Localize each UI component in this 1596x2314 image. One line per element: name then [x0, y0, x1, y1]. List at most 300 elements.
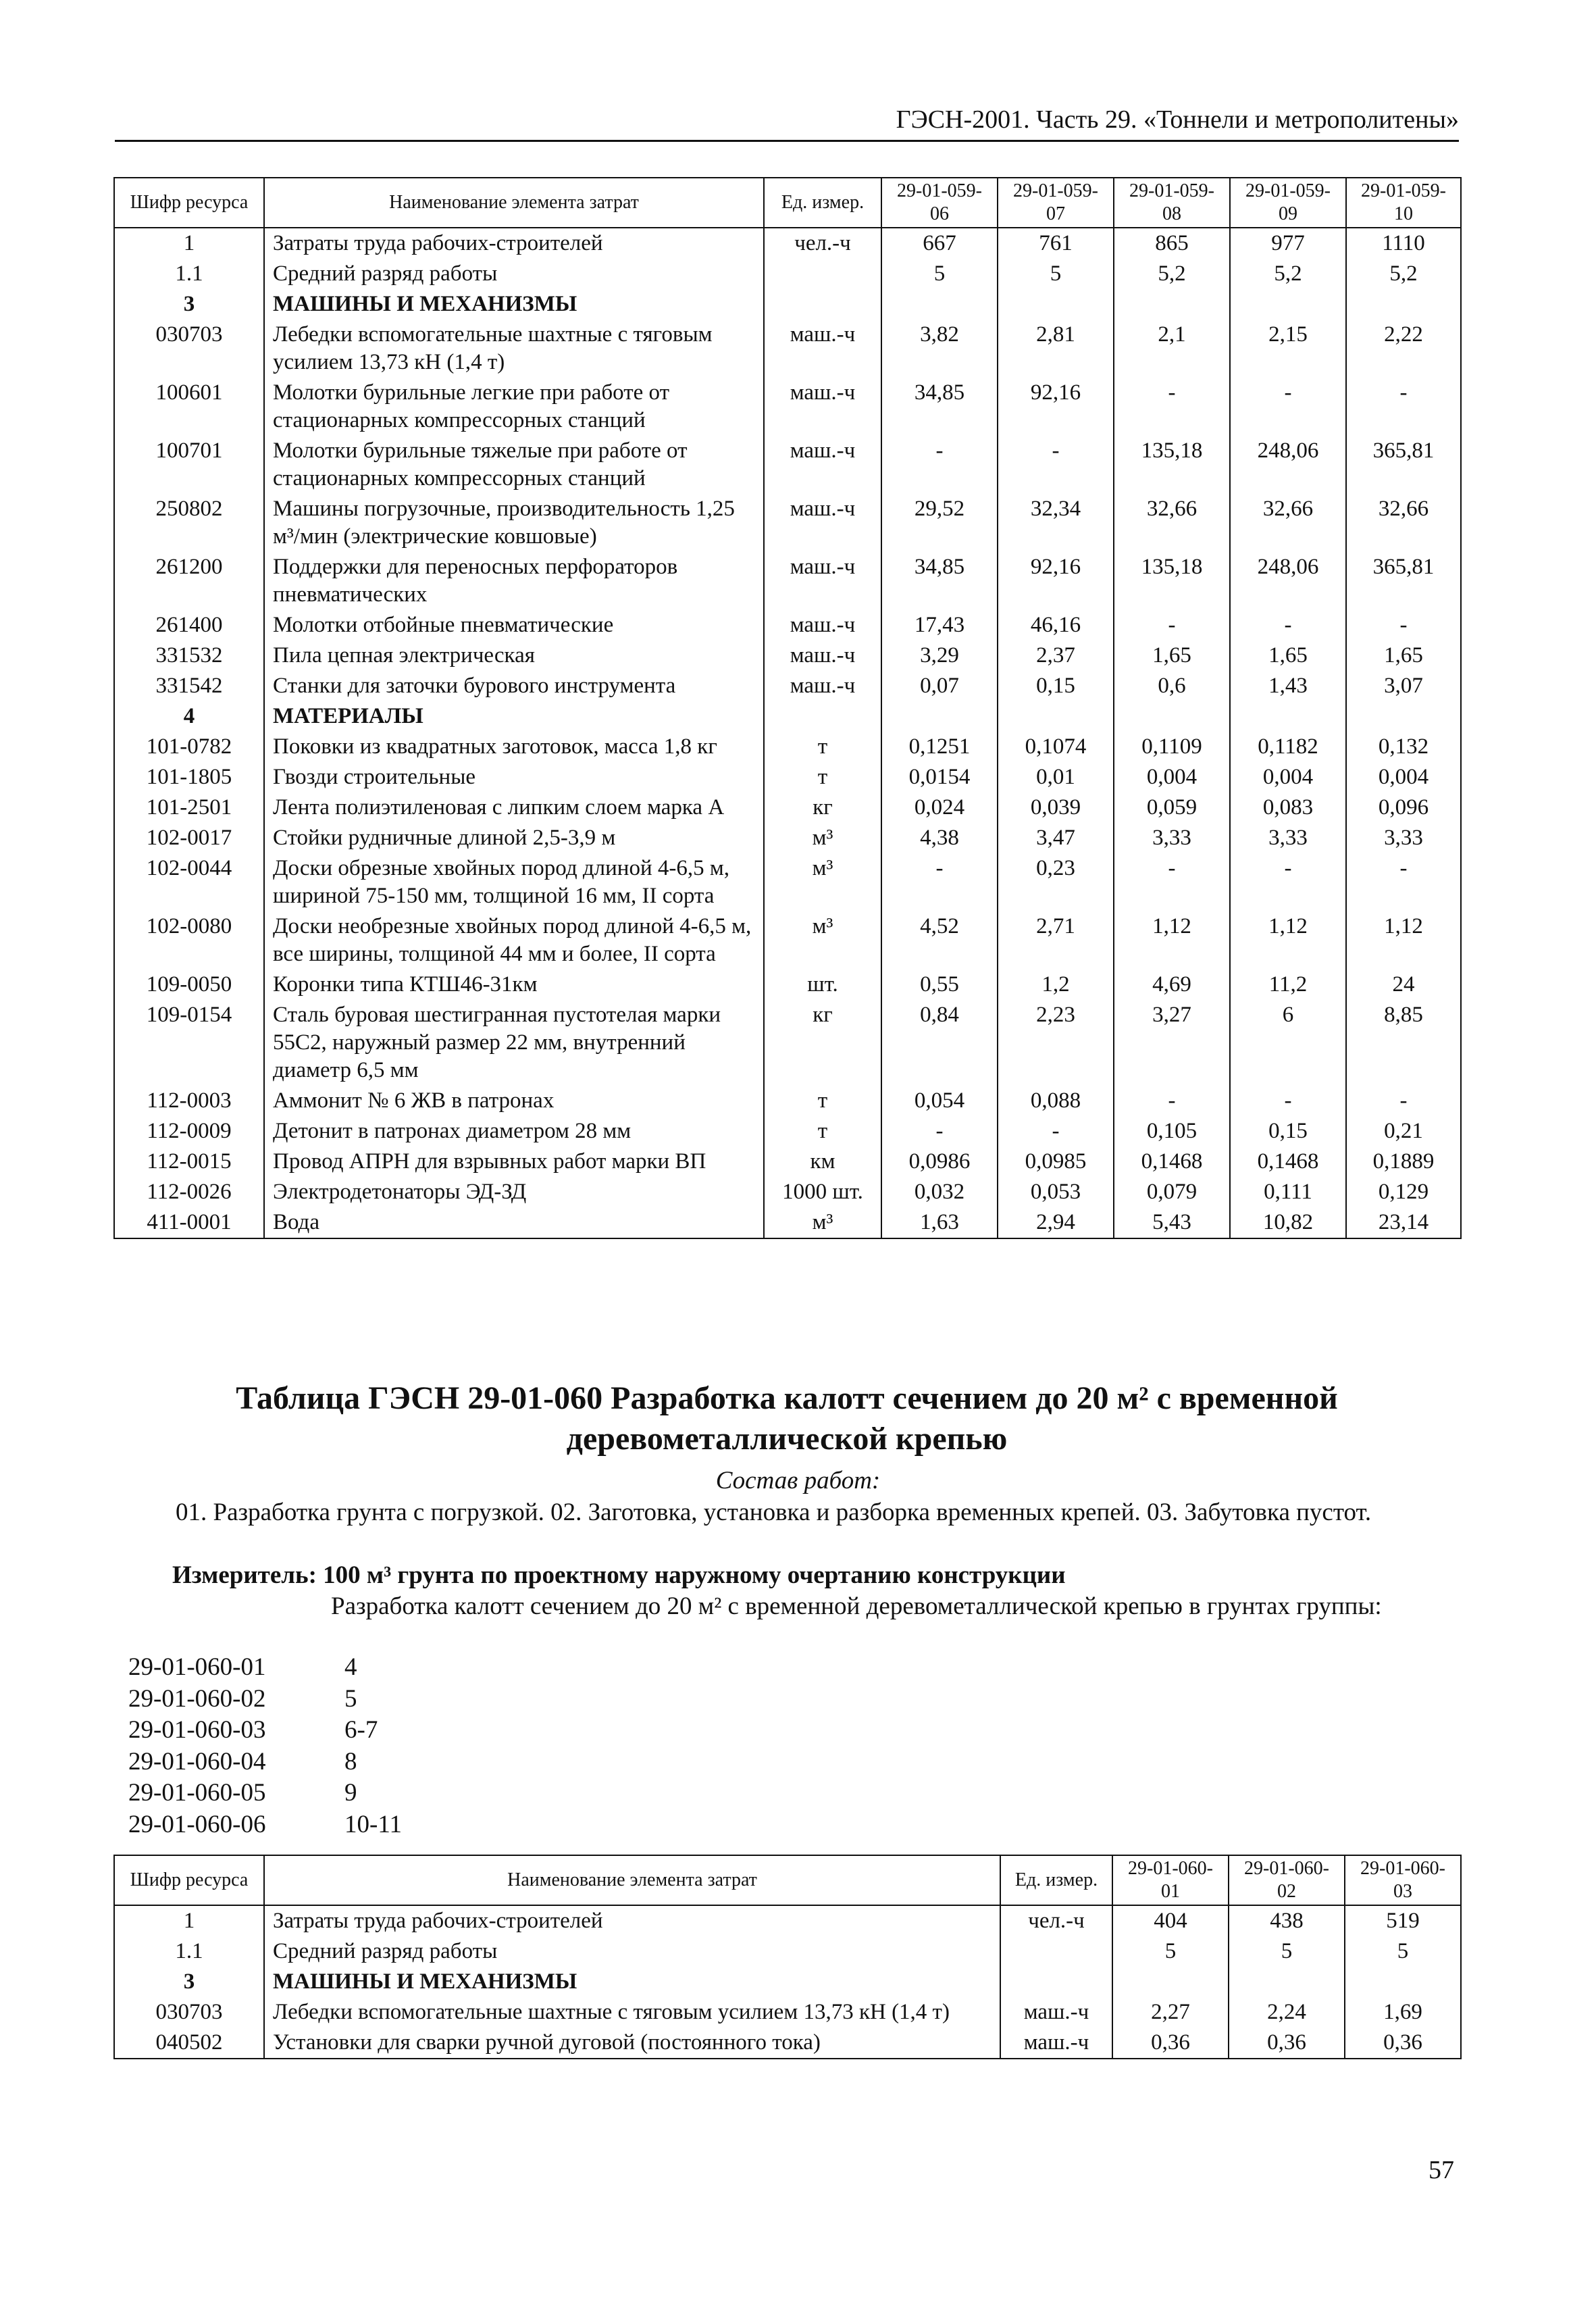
value-cell — [1229, 1967, 1345, 1997]
value-cell: 4,38 — [881, 823, 998, 853]
value-cell: 46,16 — [998, 610, 1114, 640]
resource-code-cell: 331542 — [114, 671, 264, 701]
resource-name-cell: Провод АПРН для взрывных работ марки ВП — [264, 1147, 764, 1177]
value-cell: 0,0154 — [881, 762, 998, 793]
unit-cell: маш.-ч — [764, 610, 881, 640]
variant-code: 29-01-060-03 — [128, 1716, 266, 1744]
unit-cell — [1000, 1936, 1112, 1967]
value-cell: 365,81 — [1346, 552, 1461, 610]
variant-item — [128, 1715, 402, 1746]
value-cell: 1,69 — [1345, 1997, 1461, 2028]
resource-table-059 — [113, 177, 1462, 1239]
value-cell: 0,1251 — [881, 732, 998, 762]
value-cell: - — [1346, 1086, 1461, 1116]
value-cell: 0,1074 — [998, 732, 1114, 762]
value-cell: 2,24 — [1229, 1997, 1345, 2028]
resource-code-cell: 100701 — [114, 436, 264, 494]
resource-code-cell: 1.1 — [114, 259, 264, 289]
unit-cell: т — [764, 762, 881, 793]
resource-code-cell: 1 — [114, 1905, 264, 1936]
value-cell: 0,1182 — [1230, 732, 1346, 762]
resource-code-cell: 112-0015 — [114, 1147, 264, 1177]
value-cell: 32,66 — [1230, 494, 1346, 552]
resource-code-cell: 101-0782 — [114, 732, 264, 762]
value-cell: 34,85 — [881, 552, 998, 610]
header-col: 29-01-059-09 — [1230, 178, 1346, 228]
value-cell: 8,85 — [1346, 1000, 1461, 1086]
value-cell: 3,33 — [1230, 823, 1346, 853]
value-cell: 2,15 — [1230, 320, 1346, 378]
composition-text: 01. Разработка грунта с погрузкой. 02. Заготовка, установка и разборка временных крепей. 03. Забутовка пустот. — [176, 1499, 1372, 1526]
value-cell: 3,33 — [1346, 823, 1461, 853]
table-row — [114, 1000, 1461, 1086]
value-cell: 23,14 — [1346, 1207, 1461, 1238]
value-cell: 1,63 — [881, 1207, 998, 1238]
resource-name-cell: Установки для сварки ручной дуговой (постоянного тока) — [264, 2028, 1000, 2059]
value-cell: 0,088 — [998, 1086, 1114, 1116]
value-cell: 1,2 — [998, 970, 1114, 1000]
value-cell: 5 — [1229, 1936, 1345, 1967]
value-cell: - — [881, 436, 998, 494]
unit-cell: м³ — [764, 1207, 881, 1238]
value-cell: 0,84 — [881, 1000, 998, 1086]
value-cell: - — [1346, 610, 1461, 640]
value-cell: - — [1230, 378, 1346, 436]
value-cell: 0,1468 — [1230, 1147, 1346, 1177]
value-cell: 0,053 — [998, 1177, 1114, 1207]
resource-code-cell: 102-0080 — [114, 911, 264, 970]
value-cell: 0,079 — [1114, 1177, 1230, 1207]
table-row — [114, 2028, 1461, 2059]
resource-code-cell: 331532 — [114, 640, 264, 671]
resource-code-cell: 102-0017 — [114, 823, 264, 853]
resource-code-cell: 3 — [114, 289, 264, 320]
unit-cell: маш.-ч — [1000, 2028, 1112, 2059]
value-cell — [1345, 1967, 1461, 1997]
resource-name-cell: Затраты труда рабочих-строителей — [264, 228, 764, 259]
value-cell: 0,105 — [1114, 1116, 1230, 1147]
resource-name-cell: Доски обрезные хвойных пород длиной 4-6,5 м, шириной 75-150 мм, толщиной 16 мм, II сорта — [264, 853, 764, 911]
value-cell: - — [1114, 1086, 1230, 1116]
value-cell: 32,66 — [1114, 494, 1230, 552]
table-row — [114, 378, 1461, 436]
variant-code: 29-01-060-04 — [128, 1747, 266, 1776]
resource-name-cell: Пила цепная электрическая — [264, 640, 764, 671]
value-cell: 0,01 — [998, 762, 1114, 793]
resource-code-cell: 100601 — [114, 378, 264, 436]
value-cell: 5 — [881, 259, 998, 289]
value-cell: 761 — [998, 228, 1114, 259]
measure-unit: Измеритель: 100 м³ грунта по проектному наружному очертанию конструкции — [172, 1561, 1066, 1589]
table-title — [115, 1378, 1459, 1459]
table-row — [114, 494, 1461, 552]
unit-cell — [764, 289, 881, 320]
value-cell: - — [881, 853, 998, 911]
resource-name-cell: МАШИНЫ И МЕХАНИЗМЫ — [264, 289, 764, 320]
variant-item — [128, 1684, 402, 1715]
value-cell: 0,15 — [998, 671, 1114, 701]
unit-cell — [764, 701, 881, 732]
value-cell: 0,1468 — [1114, 1147, 1230, 1177]
value-cell: - — [1230, 610, 1346, 640]
header-name: Наименование элемента затрат — [264, 178, 764, 228]
unit-cell: т — [764, 1116, 881, 1147]
value-cell: 2,37 — [998, 640, 1114, 671]
value-cell: - — [881, 1116, 998, 1147]
value-cell: 0,083 — [1230, 793, 1346, 823]
variant-code: 29-01-060-05 — [128, 1779, 266, 1807]
composition-label: Состав работ: — [715, 1467, 881, 1494]
resource-name-cell: Стойки рудничные длиной 2,5-3,9 м — [264, 823, 764, 853]
value-cell: 0,07 — [881, 671, 998, 701]
table-row — [114, 1086, 1461, 1116]
value-cell: 0,004 — [1346, 762, 1461, 793]
table-row — [114, 552, 1461, 610]
variant-code: 29-01-060-02 — [128, 1684, 266, 1713]
unit-cell: м³ — [764, 823, 881, 853]
table-row — [114, 320, 1461, 378]
value-cell: 865 — [1114, 228, 1230, 259]
value-cell: 1,12 — [1114, 911, 1230, 970]
value-cell: 3,33 — [1114, 823, 1230, 853]
variant-group: 8 — [344, 1747, 357, 1776]
table-row — [114, 436, 1461, 494]
value-cell: 5 — [1345, 1936, 1461, 1967]
value-cell: 1,12 — [1346, 911, 1461, 970]
resource-name-cell: Лебедки вспомогательные шахтные с тяговым усилием 13,73 кН (1,4 т) — [264, 1997, 1000, 2028]
value-cell: - — [998, 436, 1114, 494]
value-cell: 0,15 — [1230, 1116, 1346, 1147]
header-col: 29-01-060-01 — [1112, 1855, 1229, 1905]
value-cell: 1,65 — [1346, 640, 1461, 671]
header-col: 29-01-059-08 — [1114, 178, 1230, 228]
value-cell: 0,36 — [1229, 2028, 1345, 2059]
resource-name-cell: Лента полиэтиленовая с липким слоем марка А — [264, 793, 764, 823]
value-cell: 92,16 — [998, 378, 1114, 436]
value-cell: 0,36 — [1345, 2028, 1461, 2059]
variant-group: 10-11 — [344, 1810, 402, 1838]
value-cell: 2,22 — [1346, 320, 1461, 378]
unit-cell: кг — [764, 1000, 881, 1086]
header-code: Шифр ресурса — [114, 1855, 264, 1905]
value-cell: 0,039 — [998, 793, 1114, 823]
resource-name-cell: Коронки типа КТШ46-31км — [264, 970, 764, 1000]
table-row — [114, 1207, 1461, 1238]
resource-code-cell: 411-0001 — [114, 1207, 264, 1238]
header-code: Шифр ресурса — [114, 178, 264, 228]
value-cell: 0,004 — [1230, 762, 1346, 793]
value-cell: 2,1 — [1114, 320, 1230, 378]
value-cell: - — [1346, 853, 1461, 911]
table-title-line2: деревометаллической крепью — [566, 1421, 1008, 1457]
header-unit: Ед. измер. — [764, 178, 881, 228]
value-cell: 0,129 — [1346, 1177, 1461, 1207]
value-cell: 34,85 — [881, 378, 998, 436]
value-cell: 2,23 — [998, 1000, 1114, 1086]
unit-cell: шт. — [764, 970, 881, 1000]
resource-code-cell: 1 — [114, 228, 264, 259]
value-cell: - — [1114, 378, 1230, 436]
variant-item — [128, 1778, 402, 1809]
value-cell: 5,43 — [1114, 1207, 1230, 1238]
value-cell — [881, 289, 998, 320]
table-row — [114, 732, 1461, 762]
unit-cell — [764, 259, 881, 289]
page-header: ГЭСН-2001. Часть 29. «Тоннели и метрополитены» — [115, 105, 1459, 142]
resource-code-cell: 102-0044 — [114, 853, 264, 911]
value-cell: 3,82 — [881, 320, 998, 378]
value-cell — [998, 701, 1114, 732]
value-cell: 0,6 — [1114, 671, 1230, 701]
value-cell: 29,52 — [881, 494, 998, 552]
table-row — [114, 1967, 1461, 1997]
table-row — [114, 289, 1461, 320]
unit-cell: маш.-ч — [764, 320, 881, 378]
value-cell — [1346, 289, 1461, 320]
resource-code-cell: 261200 — [114, 552, 264, 610]
value-cell: - — [1114, 853, 1230, 911]
variant-group: 5 — [344, 1684, 357, 1713]
value-cell: 0,36 — [1112, 2028, 1229, 2059]
value-cell: 0,024 — [881, 793, 998, 823]
value-cell: 32,34 — [998, 494, 1114, 552]
value-cell: 24 — [1346, 970, 1461, 1000]
resource-code-cell: 250802 — [114, 494, 264, 552]
value-cell: - — [1114, 610, 1230, 640]
value-cell: 0,21 — [1346, 1116, 1461, 1147]
value-cell: 0,0985 — [998, 1147, 1114, 1177]
resource-name-cell: Электродетонаторы ЭД-ЗД — [264, 1177, 764, 1207]
unit-cell: т — [764, 732, 881, 762]
resource-name-cell: Аммонит № 6 ЖВ в патронах — [264, 1086, 764, 1116]
value-cell: 667 — [881, 228, 998, 259]
unit-cell: маш.-ч — [1000, 1997, 1112, 2028]
value-cell — [1346, 701, 1461, 732]
value-cell: 404 — [1112, 1905, 1229, 1936]
unit-cell: 1000 шт. — [764, 1177, 881, 1207]
resource-name-cell: Детонит в патронах диаметром 28 мм — [264, 1116, 764, 1147]
table-row — [114, 1116, 1461, 1147]
value-cell: 0,1889 — [1346, 1147, 1461, 1177]
resource-code-cell: 3 — [114, 1967, 264, 1997]
resource-code-cell: 109-0154 — [114, 1000, 264, 1086]
resource-code-cell: 112-0009 — [114, 1116, 264, 1147]
resource-name-cell: Поковки из квадратных заготовок, масса 1,8 кг — [264, 732, 764, 762]
value-cell: - — [1230, 853, 1346, 911]
value-cell: 0,1109 — [1114, 732, 1230, 762]
resource-code-cell: 030703 — [114, 1997, 264, 2028]
variant-group: 4 — [344, 1653, 357, 1681]
resource-name-cell: Затраты труда рабочих-строителей — [264, 1905, 1000, 1936]
value-cell: 0,032 — [881, 1177, 998, 1207]
value-cell: 1,43 — [1230, 671, 1346, 701]
table-row — [114, 1905, 1461, 1936]
value-cell: 3,47 — [998, 823, 1114, 853]
value-cell: 2,81 — [998, 320, 1114, 378]
value-cell: 438 — [1229, 1905, 1345, 1936]
table-row — [114, 640, 1461, 671]
value-cell — [1112, 1967, 1229, 1997]
variant-list — [128, 1652, 402, 1840]
variant-description: Разработка калотт сечением до 20 м² с временной деревометаллической крепью в грунтах группы: — [331, 1592, 1382, 1620]
table-row — [114, 671, 1461, 701]
resource-name-cell: Поддержки для переносных перфораторов пневматических — [264, 552, 764, 610]
value-cell: 5 — [1112, 1936, 1229, 1967]
value-cell: 135,18 — [1114, 552, 1230, 610]
resource-code-cell: 261400 — [114, 610, 264, 640]
variant-group: 9 — [344, 1779, 357, 1807]
value-cell: 11,2 — [1230, 970, 1346, 1000]
resource-name-cell: Молотки отбойные пневматические — [264, 610, 764, 640]
resource-name-cell: Вода — [264, 1207, 764, 1238]
table-row — [114, 853, 1461, 911]
header-col: 29-01-059-10 — [1346, 178, 1461, 228]
value-cell: 1,65 — [1230, 640, 1346, 671]
unit-cell: м³ — [764, 911, 881, 970]
resource-code-cell: 101-2501 — [114, 793, 264, 823]
value-cell: 977 — [1230, 228, 1346, 259]
resource-name-cell: Лебедки вспомогательные шахтные с тяговым усилием 13,73 кН (1,4 т) — [264, 320, 764, 378]
value-cell: 0,059 — [1114, 793, 1230, 823]
resource-name-cell: Сталь буровая шестигранная пустотелая марки 55С2, наружный размер 22 мм, внутренний диаметр 6,5 мм — [264, 1000, 764, 1086]
variant-item — [128, 1652, 402, 1684]
value-cell: 1,12 — [1230, 911, 1346, 970]
value-cell — [998, 289, 1114, 320]
header-col: 29-01-060-02 — [1229, 1855, 1345, 1905]
variant-group: 6-7 — [344, 1716, 378, 1744]
header-col: 29-01-059-06 — [881, 178, 998, 228]
value-cell: - — [1230, 1086, 1346, 1116]
value-cell: 32,66 — [1346, 494, 1461, 552]
value-cell: 248,06 — [1230, 436, 1346, 494]
header-unit: Ед. измер. — [1000, 1855, 1112, 1905]
header-name: Наименование элемента затрат — [264, 1855, 1000, 1905]
unit-cell: маш.-ч — [764, 494, 881, 552]
value-cell: 3,07 — [1346, 671, 1461, 701]
value-cell: 3,27 — [1114, 1000, 1230, 1086]
unit-cell: км — [764, 1147, 881, 1177]
resource-code-cell: 040502 — [114, 2028, 264, 2059]
unit-cell: чел.-ч — [764, 228, 881, 259]
table-row — [114, 762, 1461, 793]
table-row — [114, 970, 1461, 1000]
value-cell: 4,52 — [881, 911, 998, 970]
value-cell: 0,23 — [998, 853, 1114, 911]
value-cell: 0,0986 — [881, 1147, 998, 1177]
resource-name-cell: Молотки бурильные тяжелые при работе от стационарных компрессорных станций — [264, 436, 764, 494]
page-number: 57 — [1428, 2156, 1454, 2184]
value-cell: 3,29 — [881, 640, 998, 671]
resource-name-cell: Доски необрезные хвойных пород длиной 4-6,5 м, все ширины, толщиной 44 мм и более, II сорта — [264, 911, 764, 970]
resource-code-cell: 4 — [114, 701, 264, 732]
value-cell: 0,096 — [1346, 793, 1461, 823]
resource-name-cell: МАТЕРИАЛЫ — [264, 701, 764, 732]
value-cell: 5,2 — [1346, 259, 1461, 289]
value-cell: 5,2 — [1114, 259, 1230, 289]
resource-name-cell: Станки для заточки бурового инструмента — [264, 671, 764, 701]
table-row — [114, 1177, 1461, 1207]
header-col: 29-01-060-03 — [1345, 1855, 1461, 1905]
value-cell: 92,16 — [998, 552, 1114, 610]
value-cell: 365,81 — [1346, 436, 1461, 494]
resource-name-cell: Средний разряд работы — [264, 1936, 1000, 1967]
value-cell — [1230, 289, 1346, 320]
value-cell — [1114, 701, 1230, 732]
resource-code-cell: 101-1805 — [114, 762, 264, 793]
table-row — [114, 701, 1461, 732]
value-cell: 4,69 — [1114, 970, 1230, 1000]
resource-table-060 — [113, 1855, 1462, 2059]
unit-cell — [1000, 1967, 1112, 1997]
variant-code: 29-01-060-06 — [128, 1810, 266, 1838]
unit-cell: кг — [764, 793, 881, 823]
value-cell: 2,27 — [1112, 1997, 1229, 2028]
table-row — [114, 610, 1461, 640]
variant-code: 29-01-060-01 — [128, 1653, 266, 1681]
table-row — [114, 823, 1461, 853]
resource-code-cell: 1.1 — [114, 1936, 264, 1967]
resource-code-cell: 109-0050 — [114, 970, 264, 1000]
resource-name-cell: Средний разряд работы — [264, 259, 764, 289]
value-cell: 519 — [1345, 1905, 1461, 1936]
header-col: 29-01-059-07 — [998, 178, 1114, 228]
unit-cell: маш.-ч — [764, 671, 881, 701]
table-row — [114, 793, 1461, 823]
unit-cell: маш.-ч — [764, 640, 881, 671]
resource-name-cell: Гвозди строительные — [264, 762, 764, 793]
unit-cell: м³ — [764, 853, 881, 911]
unit-cell: чел.-ч — [1000, 1905, 1112, 1936]
table-row — [114, 911, 1461, 970]
value-cell: 135,18 — [1114, 436, 1230, 494]
unit-cell: маш.-ч — [764, 436, 881, 494]
value-cell: 6 — [1230, 1000, 1346, 1086]
value-cell: 0,132 — [1346, 732, 1461, 762]
unit-cell: маш.-ч — [764, 552, 881, 610]
table-row — [114, 259, 1461, 289]
unit-cell: т — [764, 1086, 881, 1116]
resource-name-cell: Машины погрузочные, производительность 1,25 м³/мин (электрические ковшовые) — [264, 494, 764, 552]
value-cell — [1114, 289, 1230, 320]
table-row — [114, 228, 1461, 259]
value-cell: - — [1346, 378, 1461, 436]
value-cell — [1230, 701, 1346, 732]
resource-name-cell: МАШИНЫ И МЕХАНИЗМЫ — [264, 1967, 1000, 1997]
value-cell: 0,004 — [1114, 762, 1230, 793]
value-cell — [881, 701, 998, 732]
table-row — [114, 1147, 1461, 1177]
resource-code-cell: 112-0003 — [114, 1086, 264, 1116]
resource-code-cell: 030703 — [114, 320, 264, 378]
value-cell: 17,43 — [881, 610, 998, 640]
value-cell: 2,71 — [998, 911, 1114, 970]
value-cell: 248,06 — [1230, 552, 1346, 610]
resource-name-cell: Молотки бурильные легкие при работе от стационарных компрессорных станций — [264, 378, 764, 436]
unit-cell: маш.-ч — [764, 378, 881, 436]
value-cell: - — [998, 1116, 1114, 1147]
table-row — [114, 1997, 1461, 2028]
resource-code-cell: 112-0026 — [114, 1177, 264, 1207]
table-title-line1: Таблица ГЭСН 29-01-060 Разработка калотт сечением до 20 м² с временной — [236, 1380, 1338, 1416]
value-cell: 0,111 — [1230, 1177, 1346, 1207]
value-cell: 1110 — [1346, 228, 1461, 259]
value-cell: 0,55 — [881, 970, 998, 1000]
value-cell: 10,82 — [1230, 1207, 1346, 1238]
value-cell: 1,65 — [1114, 640, 1230, 671]
variant-item — [128, 1809, 402, 1841]
value-cell: 2,94 — [998, 1207, 1114, 1238]
variant-item — [128, 1746, 402, 1778]
